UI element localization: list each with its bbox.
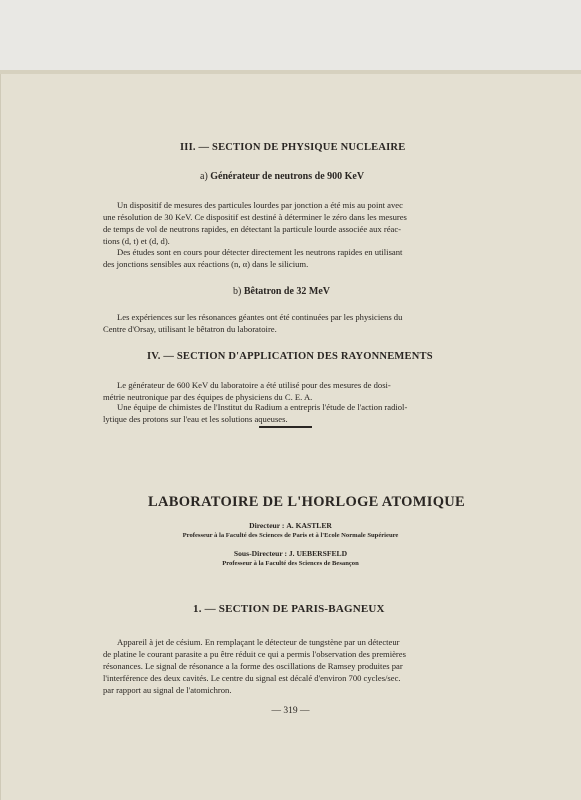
subsection-title: Générateur de neutrons de 900 KeV (210, 171, 365, 182)
sub-director-name: J. UEBERSFELD (288, 549, 348, 558)
text-line: métrie neutronique par des équipes de physiciens du C. E. A. (103, 392, 313, 402)
director-line (0, 521, 581, 530)
section-divider (259, 426, 312, 428)
paragraph (103, 401, 473, 425)
sub-director-role: Sous-Directeur : (233, 549, 287, 558)
text-line: Le générateur de 600 KeV du laboratoire a été utilisé pour des mesures de dosi- (117, 380, 391, 390)
text-line: Centre d'Orsay, utilisant le bêtatron du laboratoire. (103, 324, 277, 334)
text-line: Une équipe de chimistes de l'Institut du Radium a entrepris l'étude de l'action radiol- (117, 402, 408, 412)
subsection-heading (233, 286, 330, 297)
scanner-background (0, 0, 581, 70)
text-line: de temps de vol de neutrons rapides, en détectant la particule lourde associée aux réac- (103, 224, 402, 234)
director-role: Directeur : (249, 521, 285, 530)
text-line: de platine le courant parasite a pu être réduit ce qui a permis l'observation des premières (103, 649, 406, 659)
text-line: par rapport au signal de l'atomichron. (103, 685, 232, 695)
section-heading: III. — SECTION DE PHYSIQUE NUCLEAIRE (180, 142, 406, 153)
paragraph (103, 311, 473, 335)
paragraph (103, 379, 473, 403)
paragraph (103, 636, 478, 696)
section-heading: 1. — SECTION DE PARIS-BAGNEUX (193, 603, 385, 615)
text-line: résonances. Le signal de résonance a la forme des oscillations de Ramsey produites par (103, 661, 403, 671)
sub-director-affiliation: Professeur à la Faculté des Sciences de Besançon (222, 560, 359, 567)
page-number: — 319 — (271, 706, 310, 716)
sub-director-line (0, 549, 581, 558)
subsection-title: Bêtatron de 32 MeV (243, 286, 331, 297)
text-line: Un dispositif de mesures des particules lourdes par jonction a été mis au point avec (117, 200, 403, 210)
text-line: Appareil à jet de césium. En remplaçant le détecteur de tungstène par un détecteur (117, 637, 400, 647)
subsection-letter: a) (200, 171, 208, 182)
text-line: Les expériences sur les résonances géantes ont été continuées par les physiciens du (117, 312, 403, 322)
director-affiliation: Professeur à la Faculté des Sciences de Paris et à l'Ecole Normale Supérieure (182, 532, 399, 539)
subsection-letter: b) (233, 286, 242, 297)
text-line: une résolution de 30 KeV. Ce dispositif est destiné à déterminer le zéro dans les mesures (103, 212, 407, 222)
section-heading: IV. — SECTION D'APPLICATION DES RAYONNEMENTS (147, 351, 433, 362)
subsection-heading (200, 171, 364, 182)
director-name: A. KASTLER (286, 521, 332, 530)
laboratory-title: LABORATOIRE DE L'HORLOGE ATOMIQUE (148, 494, 466, 510)
text-line: lytique des protons sur l'eau et les solutions aqueuses. (103, 414, 288, 424)
paragraph (103, 199, 473, 247)
text-line: tions (d, t) et (d, d). (103, 236, 170, 246)
text-line: l'interférence des deux cavités. Le centre du signal est décalé d'environ 700 cycles/sec. (103, 673, 401, 683)
paragraph (103, 246, 473, 270)
page-top-edge (0, 70, 581, 74)
text-line: des jonctions sensibles aux réactions (n, α) dans le silicium. (103, 259, 309, 269)
text-line: Des études sont en cours pour détecter directement les neutrons rapides en utilisant (117, 247, 403, 257)
